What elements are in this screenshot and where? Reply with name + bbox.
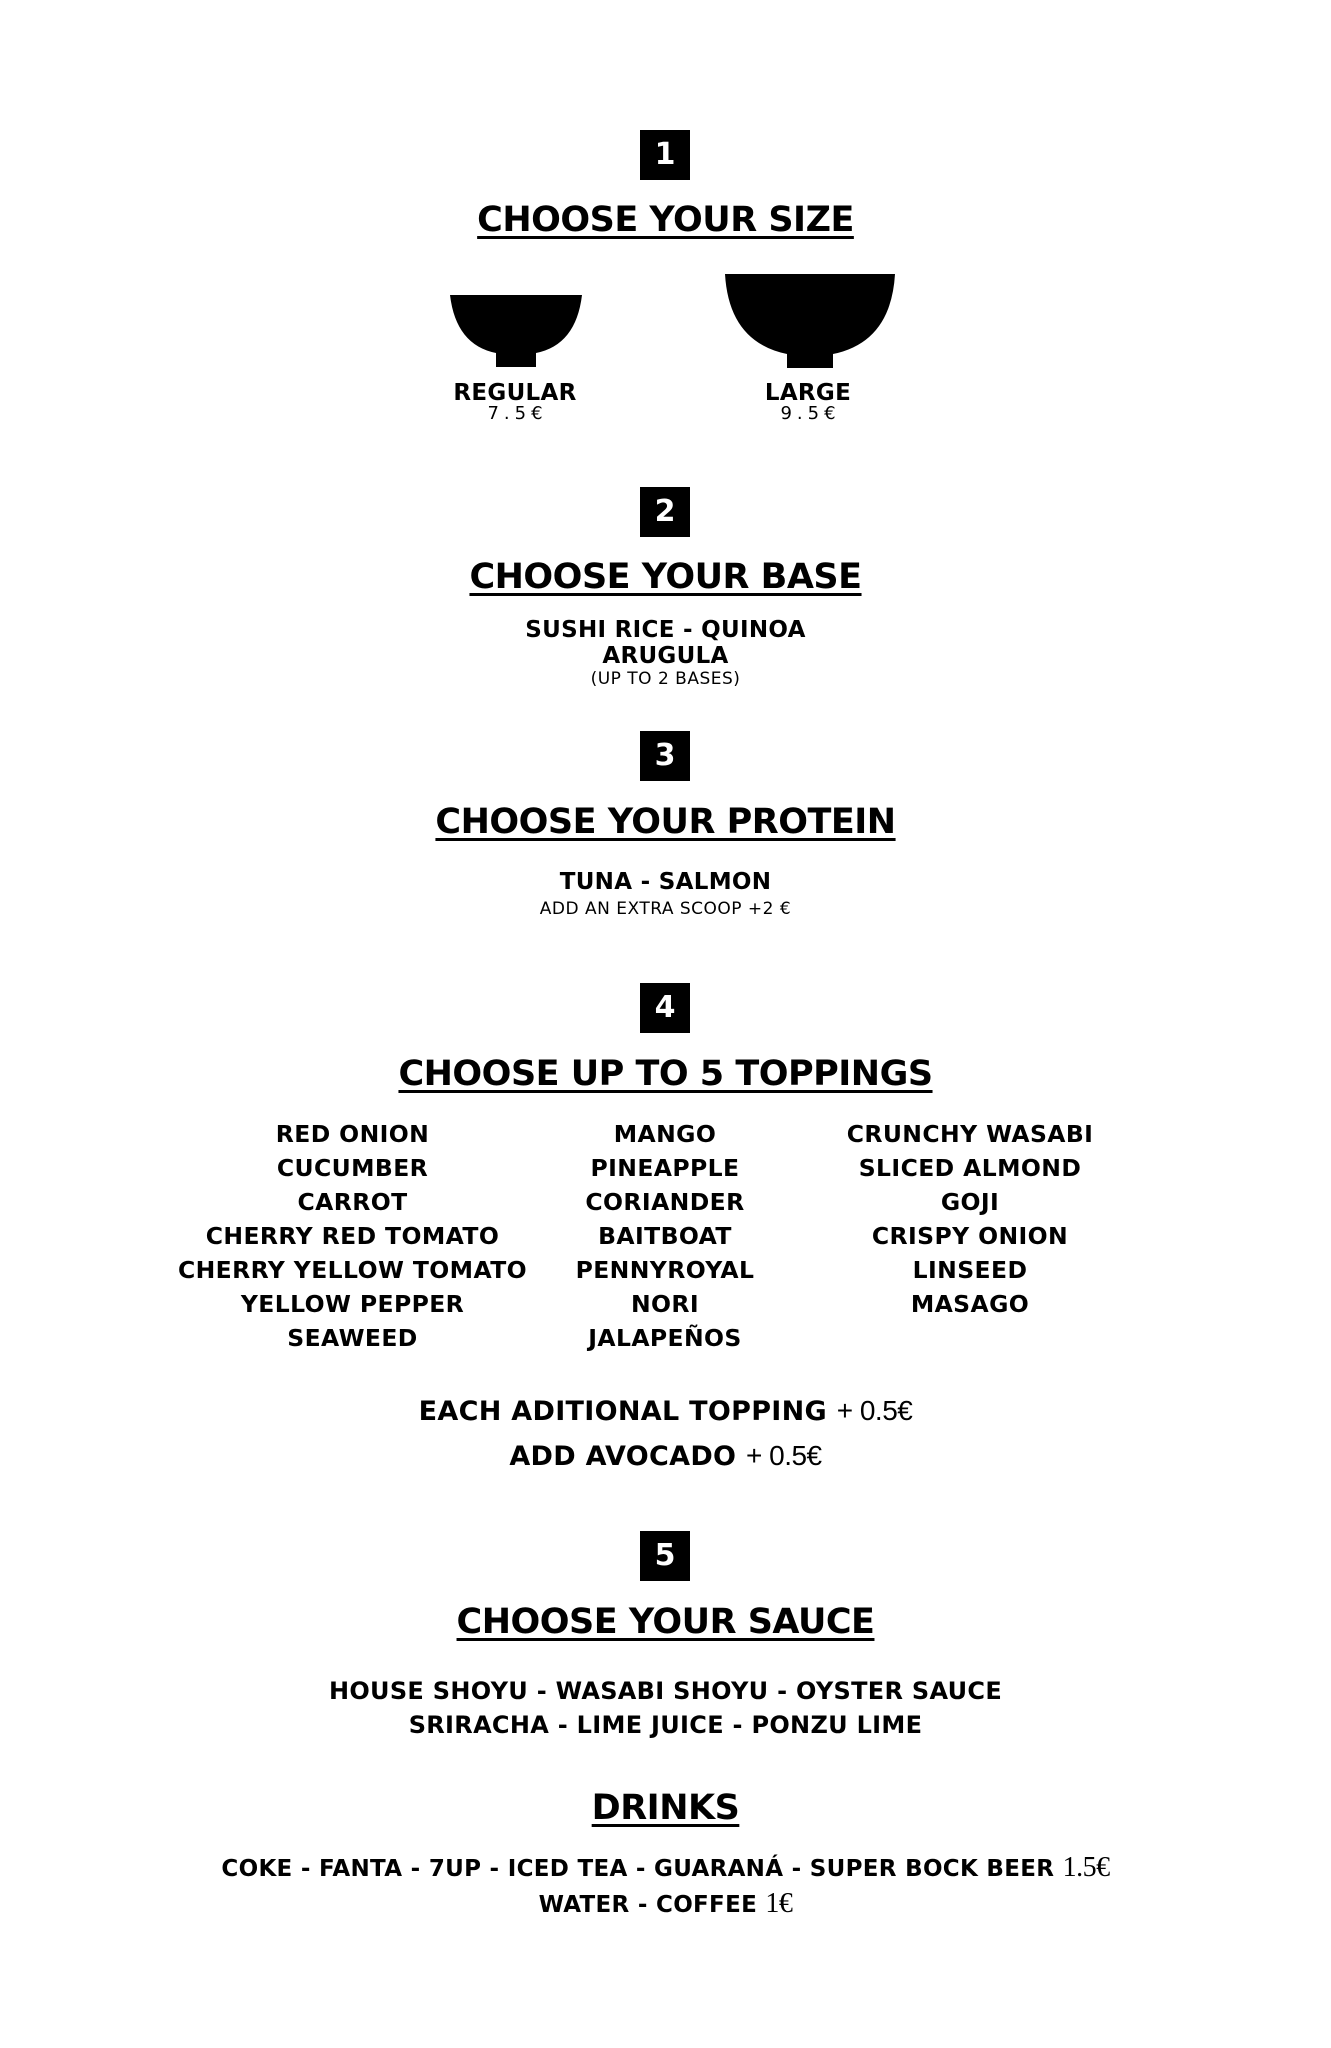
section-title-sauce: CHOOSE YOUR SAUCE — [456, 1602, 875, 1642]
step-number-badge: 5 — [640, 1531, 690, 1581]
additional-topping-price: + 0.5€ — [836, 1395, 913, 1426]
additional-topping-label: EACH ADITIONAL TOPPING — [418, 1396, 828, 1427]
drinks-line1 — [0, 1852, 1331, 1885]
drinks-line2-items: WATER - COFFEE — [538, 1892, 758, 1918]
size-large-label: LARGE — [764, 380, 852, 406]
topping-item: CUCUMBER — [276, 1154, 429, 1182]
topping-item: CRUNCHY WASABI — [846, 1120, 1094, 1148]
sauce-options-line2: SRIRACHA - LIME JUICE - PONZU LIME — [408, 1711, 923, 1739]
sauce-options-line1: HOUSE SHOYU - WASABI SHOYU - OYSTER SAUCE — [328, 1677, 1003, 1705]
size-regular-price: 7.5€ — [487, 403, 548, 424]
size-large-price: 9.5€ — [780, 403, 841, 424]
topping-item: PINEAPPLE — [590, 1154, 740, 1182]
topping-item: LINSEED — [912, 1256, 1028, 1284]
base-options-line1: SUSHI RICE - QUINOA — [525, 617, 806, 643]
drinks-line2 — [0, 1888, 1331, 1921]
size-regular-label: REGULAR — [453, 380, 577, 406]
protein-options: TUNA - SALMON — [559, 869, 772, 895]
add-avocado-line — [0, 1439, 1331, 1474]
topping-item: CORIANDER — [585, 1188, 745, 1216]
topping-item: CHERRY YELLOW TOMATO — [177, 1256, 528, 1284]
add-avocado-price: + 0.5€ — [746, 1440, 822, 1471]
topping-item: JALAPEÑOS — [588, 1324, 742, 1352]
topping-item: CHERRY RED TOMATO — [205, 1222, 500, 1250]
topping-item: SLICED ALMOND — [858, 1154, 1082, 1182]
topping-item: GOJI — [940, 1188, 1000, 1216]
topping-item: MANGO — [613, 1120, 717, 1148]
bowl-regular-icon — [448, 295, 584, 367]
base-options-line2: ARUGULA — [602, 643, 729, 669]
topping-item: RED ONION — [275, 1120, 430, 1148]
drinks-line1-price: 1.5€ — [1062, 1852, 1110, 1883]
topping-item: BAITBOAT — [598, 1222, 732, 1250]
toppings-column-2 — [545, 1117, 785, 1355]
topping-item: CARROT — [297, 1188, 408, 1216]
step-number-badge: 3 — [640, 731, 690, 781]
add-avocado-label: ADD AVOCADO — [509, 1441, 737, 1472]
step-number-badge: 2 — [640, 487, 690, 537]
topping-item: PENNYROYAL — [575, 1256, 755, 1284]
section-title-base: CHOOSE YOUR BASE — [469, 557, 862, 597]
step-number-badge: 1 — [640, 130, 690, 180]
section-title-drinks: DRINKS — [591, 1788, 740, 1828]
topping-item: CRISPY ONION — [871, 1222, 1069, 1250]
topping-item: SEAWEED — [287, 1324, 418, 1352]
toppings-column-3 — [820, 1117, 1120, 1321]
drinks-line1-items: COKE - FANTA - 7UP - ICED TEA - GUARANÁ - SUPER BOCK BEER — [221, 1856, 1055, 1882]
section-title-toppings: CHOOSE UP TO 5 TOPPINGS — [398, 1054, 933, 1094]
topping-item: MASAGO — [910, 1290, 1030, 1318]
step-number-badge: 4 — [640, 983, 690, 1033]
protein-note: ADD AN EXTRA SCOOP +2 € — [539, 899, 792, 919]
topping-item: NORI — [630, 1290, 700, 1318]
toppings-column-1 — [170, 1117, 535, 1355]
bowl-large-icon — [725, 274, 895, 368]
base-note: (UP TO 2 BASES) — [590, 669, 741, 689]
topping-item: YELLOW PEPPER — [240, 1290, 465, 1318]
section-title-protein: CHOOSE YOUR PROTEIN — [435, 802, 896, 842]
section-title-size: CHOOSE YOUR SIZE — [477, 200, 854, 240]
additional-topping-line — [0, 1394, 1331, 1429]
drinks-line2-price: 1€ — [765, 1888, 793, 1919]
